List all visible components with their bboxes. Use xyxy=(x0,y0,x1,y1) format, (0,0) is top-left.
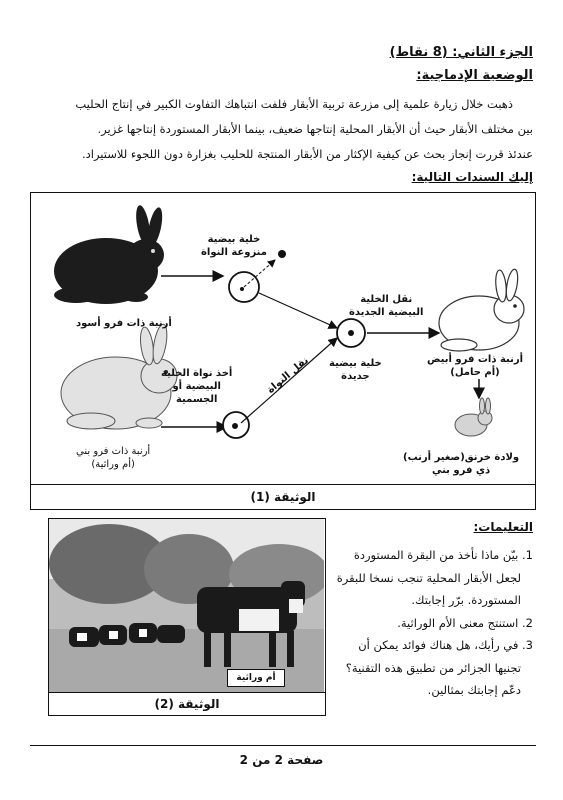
label-new-egg-cell: خلية بيضية جديدة xyxy=(329,358,382,382)
page-number: صفحة 2 من 2 xyxy=(239,753,324,767)
somatic-cell-icon xyxy=(223,412,249,438)
footer-divider xyxy=(30,745,536,746)
part-title: الجزء الثاني: (8 نقاط) xyxy=(389,45,533,60)
instruction-line: تجنيها الجزائر من تطبيق هذه التقنية؟ xyxy=(345,660,521,675)
document-2-box xyxy=(48,518,326,716)
document-2-caption: الوثيقة (2) xyxy=(49,692,325,715)
intro-line-3: عندئذ قررت إنجاز بحث عن كيفية الإكثار من الأبقار المنتجة للحليب بغزارة دون اللجوء للاستيراد. xyxy=(81,147,533,161)
intro-line-2: بين مختلف الأبقار حيث أن الأبقار المحلية إنتاجها ضعيف، بينما الأبقار المستوردة إنتاجها غزير. xyxy=(97,122,533,136)
label-enucleated-egg: خلية بيضية منزوعة النواة xyxy=(201,234,267,258)
intro-line-1: ذهبت خلال زيارة علمية إلى مزرعة تربية الأبقار فلفت انتباهك التفاوت الكبير في إنتاج الحليب xyxy=(75,97,513,111)
label-white-rabbit: أرنبة ذات فرو أبيض (أم حامل) xyxy=(427,354,524,378)
label-take-nucleus: أخذ نواة الخلية البيضية أو الجسمية xyxy=(161,368,233,405)
label-brown-rabbit: أرنبة ذات فرو بني (أم وراثية) xyxy=(76,446,151,470)
document-1-box xyxy=(30,192,536,510)
instructions-title: التعليمات: xyxy=(473,520,533,534)
white-rabbit-icon xyxy=(439,268,524,351)
situation-title: الوضعية الإدماجية: xyxy=(416,68,533,83)
instruction-line: 1. بيّن ماذا نأخذ من البقرة المستوردة xyxy=(353,548,533,562)
label-transfer-new-egg: نقل الخلية البيضية الجديدة xyxy=(349,294,424,318)
instruction-line: لجعل الأبقار المحلية تنجب نسخا للبقرة xyxy=(336,570,521,585)
cloning-diagram xyxy=(31,193,537,487)
intro-paragraph xyxy=(28,92,533,167)
baby-rabbit-icon xyxy=(455,398,492,436)
cows-photo xyxy=(49,519,324,693)
instructions-list xyxy=(333,544,533,702)
instruction-line: دعّم إجابتك بمثالين. xyxy=(427,683,521,697)
brown-rabbit-icon xyxy=(61,323,177,429)
new-egg-cell-icon xyxy=(337,319,365,347)
black-rabbit-icon xyxy=(54,204,165,304)
label-black-rabbit: أرنبة ذات فرو أسود xyxy=(76,318,172,329)
instruction-line: 3. في رأيك، هل هناك فوائد يمكن أن xyxy=(358,638,533,652)
label-birth: ولادة خرنق(صغير أرنب) ذي فرو بني xyxy=(403,452,520,476)
documents-title: إليك السندات التالية: xyxy=(411,170,533,184)
instruction-line: 2. استنتج معنى الأم الوراثية. xyxy=(397,615,533,630)
photo-label-genetic-mother: أم وراثية xyxy=(227,669,285,687)
document-1-caption: الوثيقة (1) xyxy=(31,484,535,509)
label-transfer-nucleus: نقل النواة xyxy=(265,355,311,396)
instruction-line: المستوردة. برّر إجابتك. xyxy=(411,593,521,607)
